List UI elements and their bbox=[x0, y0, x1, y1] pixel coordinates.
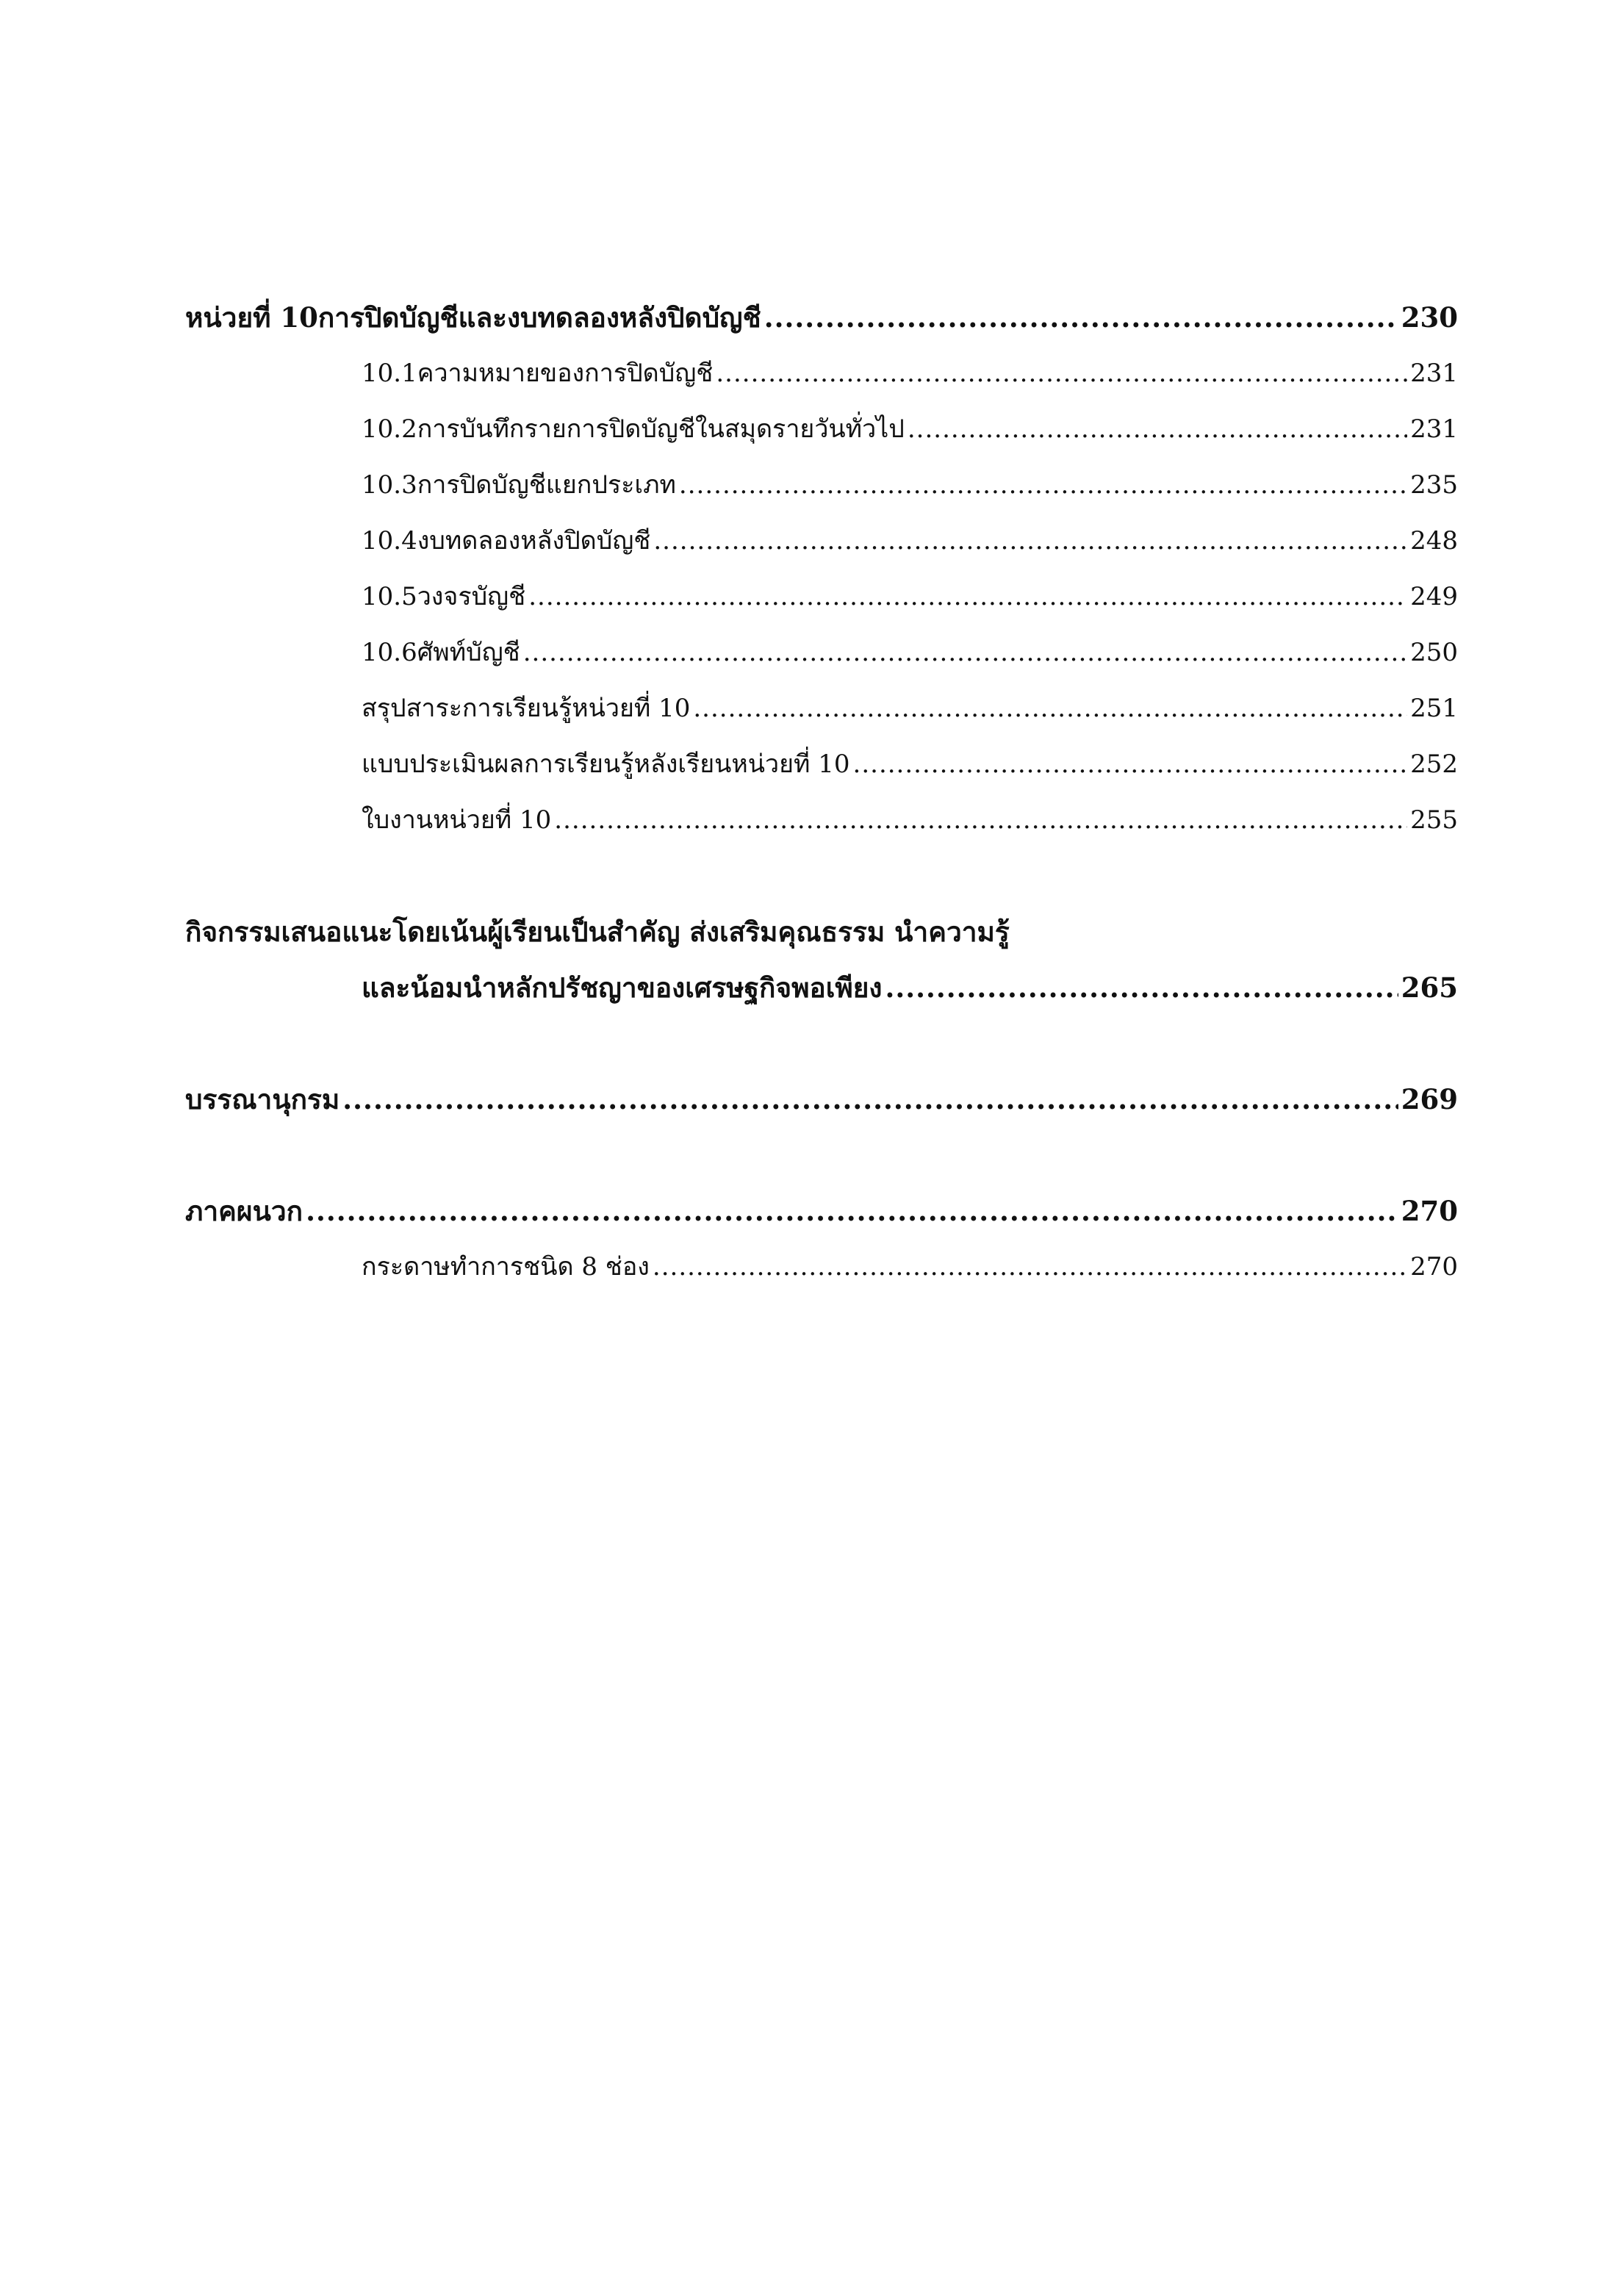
toc-activities-line1[interactable]: กิจกรรมเสนอแนะโดยเน้นผู้เรียนเป็นสำคัญ ส่งเสริมคุณธรรม นำความรู้ bbox=[185, 916, 1010, 948]
item-title: การบันทึกรายการปิดบัญชีในสมุดรายวันทั่วไป bbox=[417, 414, 905, 444]
dot-leader bbox=[653, 1245, 1407, 1289]
page-number: 248 bbox=[1410, 526, 1458, 556]
page-number: 249 bbox=[1410, 582, 1458, 611]
dot-leader bbox=[523, 630, 1407, 675]
item-title: ศัพท์บัญชี bbox=[417, 638, 520, 667]
page-number: 265 bbox=[1401, 971, 1458, 1004]
item-title: ใบงานหน่วยที่ 10 bbox=[362, 805, 552, 835]
toc-activities-line2[interactable] bbox=[362, 966, 1458, 1010]
item-title: สรุปสาระการเรียนรู้หน่วยที่ 10 bbox=[362, 694, 691, 723]
item-title: วงจรบัญชี bbox=[417, 582, 526, 611]
item-title: การปิดบัญชีแยกประเภท bbox=[417, 470, 676, 500]
page-number: 270 bbox=[1401, 1195, 1458, 1227]
toc-item-10-2[interactable] bbox=[362, 407, 1458, 451]
dot-leader bbox=[554, 798, 1407, 842]
toc-appendix[interactable] bbox=[185, 1189, 1458, 1233]
item-title: งบทดลองหลังปิดบัญชี bbox=[417, 526, 651, 556]
item-number: 10.2 bbox=[362, 414, 417, 444]
dot-leader bbox=[764, 295, 1398, 339]
item-title: กระดาษทำการชนิด 8 ช่อง bbox=[362, 1252, 650, 1282]
toc-item-10-3[interactable] bbox=[362, 463, 1458, 507]
appendix-label: ภาคผนวก bbox=[185, 1195, 303, 1227]
item-title: แบบประเมินผลการเรียนรู้หลังเรียนหน่วยที่ 10 bbox=[362, 750, 850, 779]
toc-item-10-6[interactable] bbox=[362, 630, 1458, 675]
toc-summary[interactable] bbox=[362, 686, 1458, 730]
dot-leader bbox=[528, 575, 1407, 619]
dot-leader bbox=[306, 1189, 1398, 1233]
toc-item-10-1[interactable] bbox=[362, 351, 1458, 395]
page-number: 235 bbox=[1410, 470, 1458, 500]
toc-bibliography[interactable] bbox=[185, 1077, 1458, 1121]
toc-worksheet[interactable] bbox=[362, 798, 1458, 842]
dot-leader bbox=[716, 351, 1407, 395]
page-number: 270 bbox=[1410, 1252, 1458, 1282]
toc-item-10-5[interactable] bbox=[362, 575, 1458, 619]
unit-label: หน่วยที่ 10 bbox=[185, 301, 318, 334]
unit-title: การปิดบัญชีและงบทดลองหลังปิดบัญชี bbox=[317, 301, 761, 334]
item-number: 10.6 bbox=[362, 638, 417, 667]
item-number: 10.5 bbox=[362, 582, 417, 611]
toc-assessment[interactable] bbox=[362, 742, 1458, 786]
dot-leader bbox=[679, 463, 1407, 507]
toc-item-10-4[interactable] bbox=[362, 519, 1458, 563]
page-number: 255 bbox=[1410, 805, 1458, 835]
item-title: และน้อมนำหลักปรัชญาของเศรษฐกิจพอเพียง bbox=[362, 971, 883, 1004]
toc-appendix-item[interactable] bbox=[362, 1245, 1458, 1289]
page-number: 231 bbox=[1410, 414, 1458, 444]
dot-leader bbox=[693, 686, 1407, 730]
page-number: 252 bbox=[1410, 750, 1458, 779]
item-title: บรรณานุกรม bbox=[185, 1083, 340, 1115]
page-number: 250 bbox=[1410, 638, 1458, 667]
toc-unit-10[interactable] bbox=[185, 295, 1458, 339]
item-title: ความหมายของการปิดบัญชี bbox=[417, 359, 714, 388]
dot-leader bbox=[908, 407, 1407, 451]
dot-leader bbox=[853, 742, 1408, 786]
page-number: 230 bbox=[1401, 301, 1458, 334]
item-number: 10.4 bbox=[362, 526, 417, 556]
item-number: 10.3 bbox=[362, 470, 417, 500]
dot-leader bbox=[653, 519, 1407, 563]
dot-leader bbox=[342, 1077, 1398, 1121]
page-number: 251 bbox=[1410, 694, 1458, 723]
dot-leader bbox=[885, 966, 1398, 1010]
page-number: 269 bbox=[1401, 1083, 1458, 1115]
page-number: 231 bbox=[1410, 359, 1458, 388]
item-number: 10.1 bbox=[362, 359, 417, 388]
